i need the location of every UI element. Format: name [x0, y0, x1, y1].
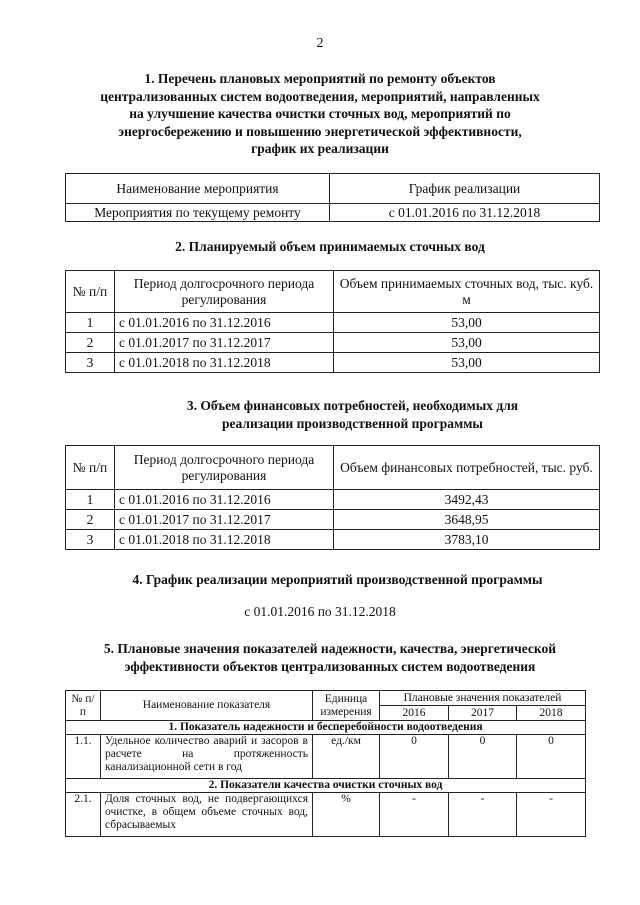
table-row — [66, 735, 586, 779]
s2-r1-period: с 01.01.2016 по 31.12.2016 — [115, 313, 334, 333]
page-number: 2 — [316, 36, 324, 51]
s5-group1-title: 1. Показатель надежности и бесперебойности водоотведения — [66, 721, 586, 735]
s5-r1-name: Удельное количество аварий и засоров в расчете на протяженность канализационной сети в год — [101, 735, 313, 779]
table-row — [66, 793, 586, 837]
section3-table — [65, 445, 600, 550]
s2-r2-period: с 01.01.2017 по 31.12.2017 — [115, 333, 334, 353]
s5-header-plan: Плановые значения показателей — [380, 691, 586, 706]
s3-r2-num: 2 — [66, 510, 115, 530]
s1-row-schedule: с 01.01.2016 по 31.12.2018 — [330, 204, 600, 222]
section4-period: с 01.01.2016 по 31.12.2018 — [244, 604, 396, 619]
s5-r2-2017: - — [449, 793, 517, 837]
s3-r1-num: 1 — [66, 490, 115, 510]
table-row — [66, 510, 600, 530]
s3-header-finance: Объем финансовых потребностей, тыс. руб. — [334, 446, 600, 490]
s5-r2-2016: - — [380, 793, 449, 837]
s5-header-year-2016: 2016 — [380, 706, 449, 721]
s5-r2-2018: - — [517, 793, 586, 837]
s2-r1-num: 1 — [66, 313, 115, 333]
s3-r3-num: 3 — [66, 530, 115, 550]
s3-header-num: № п/п — [66, 446, 115, 490]
section3-title: 3. Объем финансовых потребностей, необходимых для реализации производственной программы — [186, 398, 519, 431]
s5-r2-name: Доля сточных вод, не подвергающихся очистке, в общем объеме сточных вод, сбрасываемых — [101, 793, 313, 837]
s5-r2-num: 2.1. — [66, 793, 101, 837]
s3-r1-finance: 3492,43 — [334, 490, 600, 510]
section1-title: 1. Перечень плановых мероприятий по ремонту объектов централизованных систем водоотведения, мероприятий, направленных на улучшение качества очистки сточных вод, мероприятий по энергосбережению и повышению энергетической эффективности, график их реализации — [100, 71, 540, 156]
section2-table — [65, 270, 600, 373]
s2-r3-period: с 01.01.2018 по 31.12.2018 — [115, 353, 334, 373]
s2-r3-num: 3 — [66, 353, 115, 373]
s5-header-year-2018: 2018 — [517, 706, 586, 721]
section5-title: 5. Плановые значения показателей надежности, качества, энергетической эффективности объектов централизованных систем водоотведения — [103, 641, 557, 674]
table-row — [66, 353, 600, 373]
s5-header-num: № п/п — [66, 691, 101, 721]
s3-r2-finance: 3648,95 — [334, 510, 600, 530]
table-row — [66, 333, 600, 353]
s1-header-schedule: График реализации — [330, 174, 600, 204]
s5-r1-2017: 0 — [449, 735, 517, 779]
s2-r3-volume: 53,00 — [334, 353, 600, 373]
section1-table — [65, 173, 600, 222]
s1-header-name: Наименование мероприятия — [66, 174, 330, 204]
s3-r3-finance: 3783,10 — [334, 530, 600, 550]
s2-header-period: Период долгосрочного периода регулирования — [115, 271, 334, 313]
table-row — [66, 530, 600, 550]
s1-row-name: Мероприятия по текущему ремонту — [66, 204, 330, 222]
s3-r2-period: с 01.01.2017 по 31.12.2017 — [115, 510, 334, 530]
s2-header-num: № п/п — [66, 271, 115, 313]
s2-r2-volume: 53,00 — [334, 333, 600, 353]
s5-header-unit: Единица измерения — [313, 691, 380, 721]
s2-header-volume: Объем принимаемых сточных вод, тыс. куб. м — [334, 271, 600, 313]
s5-r1-num: 1.1. — [66, 735, 101, 779]
s2-r2-num: 2 — [66, 333, 115, 353]
s5-header-year-2017: 2017 — [449, 706, 517, 721]
s5-header-name: Наименование показателя — [101, 691, 313, 721]
table-row — [66, 313, 600, 333]
s3-header-period: Период долгосрочного периода регулирования — [115, 446, 334, 490]
s5-r1-2018: 0 — [517, 735, 586, 779]
s5-r2-unit: % — [313, 793, 380, 837]
s5-r1-unit: ед./км — [313, 735, 380, 779]
s3-r3-period: с 01.01.2018 по 31.12.2018 — [115, 530, 334, 550]
s2-r1-volume: 53,00 — [334, 313, 600, 333]
section2-title: 2. Планируемый объем принимаемых сточных вод — [175, 239, 485, 254]
s5-group2-title: 2. Показатели качества очистки сточных вод — [66, 779, 586, 793]
section4-title: 4. График реализации мероприятий производственной программы — [132, 572, 543, 587]
s5-r1-2016: 0 — [380, 735, 449, 779]
section5-table — [65, 690, 586, 837]
s3-r1-period: с 01.01.2016 по 31.12.2016 — [115, 490, 334, 510]
table-row — [66, 490, 600, 510]
